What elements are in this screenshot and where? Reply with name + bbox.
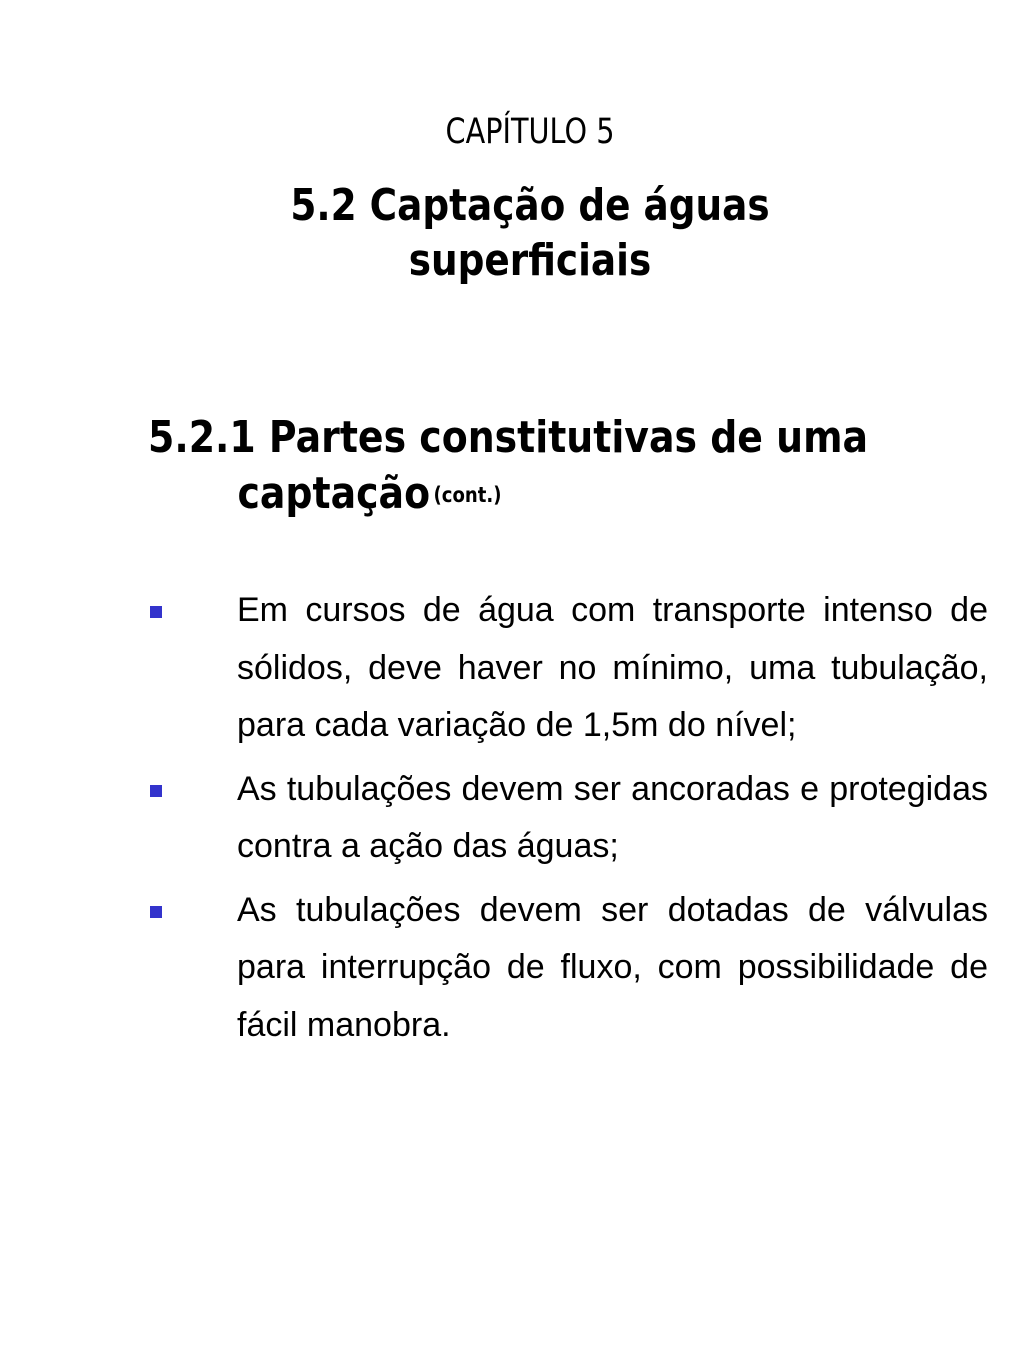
square-bullet-icon	[150, 785, 162, 797]
section-title	[80, 178, 981, 288]
section-title-line-2: superficiais	[408, 235, 652, 286]
section-title-line-1: 5.2 Captação de águas	[290, 180, 770, 231]
list-item	[237, 761, 988, 876]
square-bullet-icon	[150, 606, 162, 618]
subsection-title-line-2	[148, 466, 905, 523]
chapter-heading: CAPÍTULO 5	[445, 112, 615, 152]
continued-label: (cont.)	[433, 483, 502, 507]
list-item	[237, 882, 988, 1055]
list-item	[237, 582, 988, 755]
subsection-title-line-1: 5.2.1 Partes constitutivas de uma	[148, 412, 869, 463]
subsection-title	[148, 410, 905, 523]
square-bullet-icon	[150, 906, 162, 918]
list-item-text: As tubulações devem ser ancoradas e protegidas contra a ação das águas;	[237, 769, 988, 865]
list-item-text: Em cursos de água com transporte intenso de sólidos, deve haver no mínimo, uma tubulação, para cada variação de 1,5m do nível;	[237, 591, 988, 744]
bullet-list	[0, 582, 1024, 1060]
list-item-text: As tubulações devem ser dotadas de válvulas para interrupção de fluxo, com possibilidade de fácil manobra.	[237, 890, 988, 1044]
subsection-title-word: captação	[237, 468, 431, 519]
